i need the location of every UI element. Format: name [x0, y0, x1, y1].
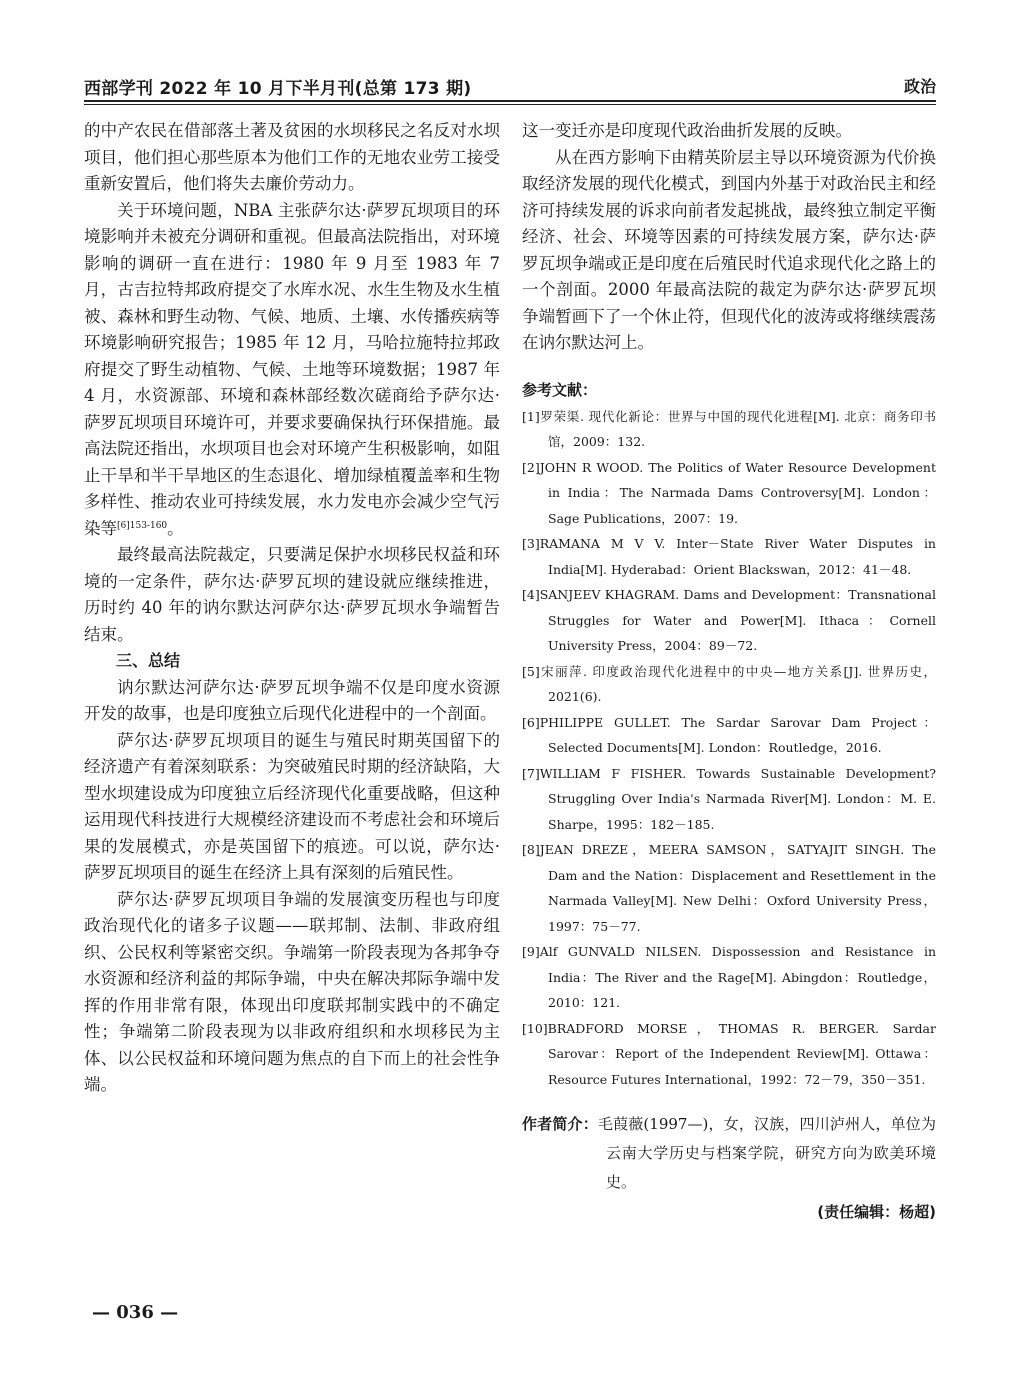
- section-heading: 三、总结: [116, 651, 181, 670]
- paragraph-end: 。: [167, 518, 184, 538]
- paragraph: 的中产农民在借部落土著及贫困的水坝移民之名反对水坝项目，他们担心那些原本为他们工作的无地农业劳工接受重新安置后，他们将失去廉价劳动力。: [84, 121, 500, 193]
- author-text: 毛葭薇(1997—)，女，汉族，四川泸州人，单位为云南大学历史与档案学院，研究方向为欧美环境史。: [597, 1115, 936, 1191]
- references-title: 参考文献：: [522, 380, 598, 399]
- paragraph-text: 关于环境问题，NBA 主张萨尔达·萨罗瓦坝项目的环境影响并未被充分调研和重视。但最高法院指出，对环境影响的调研一直在进行：1980 年 9 月至 1983 年 7 月，古吉拉特邦政府提交了水库水况、水生生物及水生植被、森林和野生动物、气候、地质、土壤、水传播疾病等环境影响研究报告；1985 年 12 月，马哈拉施特拉邦政府提交了野生动植物、气候、土地等环境数据；1987 年 4 月，水资源部、环境和森林部经数次磋商给予萨尔达·萨罗瓦坝项目环境许可，并要求要确保执行环保措施。最高法院还指出，水坝项目也会对环境产生积极影响，如阻止干旱和半干旱地区的生态退化、增加绿植覆盖率和生物多样性、推动农业可持续发展，水力发电亦会减少空气污染等: [84, 200, 500, 538]
- right-column: [522, 118, 936, 1222]
- page-header: [84, 72, 936, 100]
- reference-item: [7]WILLIAM F FISHER. Towards Sustainable Development? Struggling Over India's Narmada River[M]. London：M. E. Sharpe，1995：182－185.: [522, 765, 936, 832]
- paragraph-environment: [84, 198, 500, 543]
- reference-item: [3]RAMANA M V V. Inter－State River Water Disputes in India[M]. Hyderabad：Orient Blackswan，2012：41－48.: [522, 536, 936, 577]
- journal-title: 西部学刊 2022 年 10 月下半月刊(总第 173 期): [84, 79, 472, 99]
- reference-item: [9]Alf GUNVALD NILSEN. Dispossession and Resistance in India：The River and the Rage[M]. Abingdon：Routledge，2010：121.: [522, 944, 936, 1010]
- paragraph: 萨尔达·萨罗瓦坝项目争端的发展演变历程也与印度政治现代化的诸多子议题——联邦制、法制、非政府组织、公民权利等紧密交织。争端第一阶段表现为各邦争夺水资源和经济利益的邦际争端，中央在解决邦际争端中发挥的作用非常有限，体现出印度联邦制实践中的不确定性；争端第二阶段表现为以非政府组织和水坝移民为主体、以公民权益和环境问题为焦点的自下而上的社会性争端。: [84, 889, 500, 1094]
- reference-item: [4]SANJEEV KHAGRAM. Dams and Development：Transnational Struggles for Water and Power[M]. Ithaca：Cornell University Press，2004：89－72.: [522, 587, 936, 653]
- reference-item: [1]罗荣渠. 现代化新论：世界与中国的现代化进程[M]. 北京：商务印书馆，2009：132.: [522, 408, 936, 449]
- reference-item: [5]宋丽萍. 印度政治现代化进程中的中央—地方关系[J]. 世界历史，2021(6).: [522, 663, 936, 704]
- reference-item: [10]BRADFORD MORSE，THOMAS R. BERGER. Sardar Sarovar：Report of the Independent Review[M]. Ottawa：Resource Futures International，1992：72－79，350－351.: [522, 1020, 936, 1087]
- page-number: — 036 —: [92, 1302, 179, 1323]
- left-column: [84, 118, 500, 1099]
- author-bio: [522, 1110, 936, 1197]
- reference-item: [2]JOHN R WOOD. The Politics of Water Resource Development in India：The Narmada Dams Controversy[M]. London：Sage Publications，2007：19.: [522, 459, 936, 526]
- header-rule: [84, 100, 936, 102]
- header-rule-thin: [84, 104, 936, 105]
- section-label: 政治: [903, 77, 936, 96]
- paragraph: 讷尔默达河萨尔达·萨罗瓦坝争端不仅是印度水资源开发的故事，也是印度独立后现代化进程中的一个剖面。: [84, 677, 500, 723]
- paragraph: 这一变迁亦是印度现代政治曲折发展的反映。: [522, 121, 852, 140]
- reference-item: [6]PHILIPPE GULLET. The Sardar Sarovar Dam Project：Selected Documents[M]. London：Routledge，2016.: [522, 714, 936, 755]
- paragraph: 萨尔达·萨罗瓦坝项目的诞生与殖民时期英国留下的经济遗产有着深刻联系：为突破殖民时期的经济缺陷，大型水坝建设成为印度独立后经济现代化重要战略，但这种运用现代科技进行大规模经济建设而不考虑社会和环境后果的发展模式，亦是英国留下的痕迹。可以说，萨尔达·萨罗瓦坝项目的诞生在经济上具有深刻的后殖民性。: [84, 730, 500, 882]
- responsible-editor: (责任编辑：杨超): [817, 1203, 936, 1221]
- author-label: 作者简介：: [522, 1115, 598, 1133]
- paragraph: 从在西方影响下由精英阶层主导以环境资源为代价换取经济发展的现代化模式，到国内外基于对政治民主和经济可持续发展的诉求向前者发起挑战，最终独立制定平衡经济、社会、环境等因素的可持续发展方案，萨尔达·萨罗瓦坝争端或正是印度在后殖民时代追求现代化之路上的一个剖面。2000 年最高法院的裁定为萨尔达·萨罗瓦坝争端暂画下了一个休止符，但现代化的波涛或将继续震荡在讷尔默达河上。: [522, 147, 936, 352]
- reference-item: [8]JEAN DREZE，MEERA SAMSON，SATYAJIT SINGH. The Dam and the Nation：Displacement and Resettlement in the Narmada Valley[M]. New Delhi：Oxford University Press，1997：75－77.: [522, 842, 936, 934]
- paragraph: 最终最高法院裁定，只要满足保护水坝移民权益和环境的一定条件，萨尔达·萨罗瓦坝的建设就应继续推进，历时约 40 年的讷尔默达河萨尔达·萨罗瓦坝水争端暂告结束。: [84, 545, 500, 644]
- citation: [6]153-160: [117, 520, 168, 531]
